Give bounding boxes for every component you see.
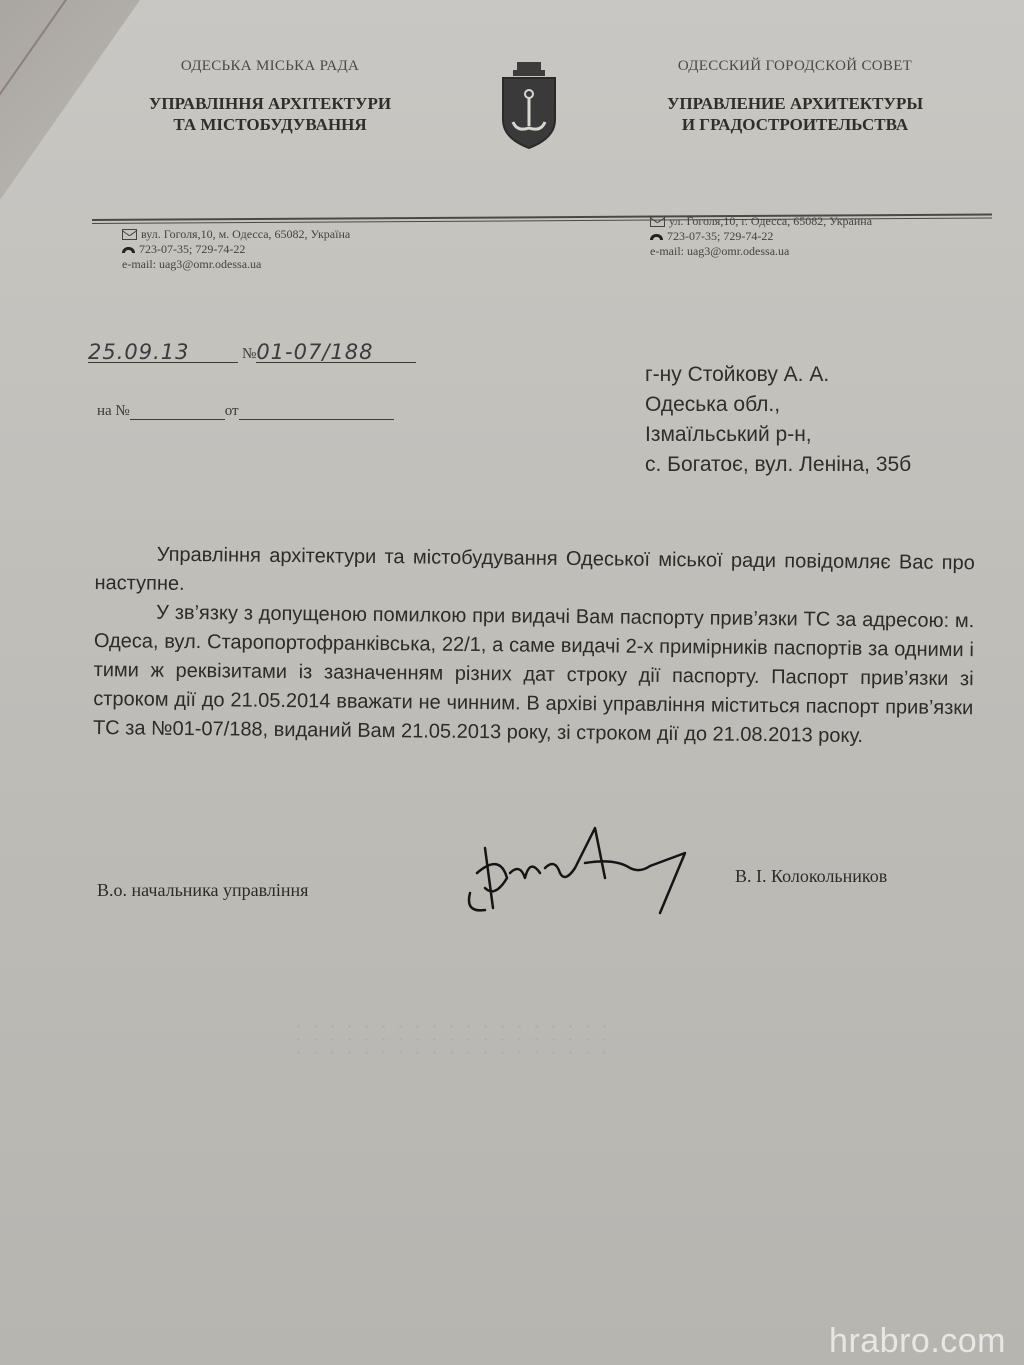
address: вул. Гоголя,10, м. Одесса, 65082, Україна [141,227,351,241]
addressee-region: Одеська обл., [645,393,781,416]
envelope-icon [122,229,137,240]
reply-reference [97,397,394,420]
department-line-1: УПРАВЛЕНИЕ АРХИТЕКТУРЫ [666,94,924,113]
handwritten-signature [455,818,715,918]
council-name-uk: ОДЕСЬКА МІСЬКА РАДА [180,58,360,74]
letter-body [93,540,975,752]
phone-icon [122,247,135,253]
addressee-street: с. Богатоє, вул. Леніна, 35б [645,453,912,476]
handwritten-number: 01-07/188 [256,340,374,364]
signatory-title: В.о. начальника управління [97,880,309,900]
date-field [88,340,238,363]
council-name-ru: ОДЕССКИЙ ГОРОДСКОЙ СОВЕТ [677,58,913,74]
phones: 723-07-35; 729-74-22 [139,242,246,256]
body-paragraph: У зв’язку з допущеною помилкою при видачі Вам паспорту прив’язки ТС за адресою: м. Одеса, вул. Старопортофранківська, 22/1, а саме видачі 2-х примірників паспортів за одними і тими ж реквізитами із зазначенням різних дат строку дії паспорту. Паспорт прив’язки зі строком дії до 21.05.2014 вважати не чинним. В архіві управління міститься паспорт прив’язки ТС за №01-07/188, виданий Вам 21.05.2013 року, зі строком дії до 21.08.2013 року. [92,601,975,748]
envelope-icon [650,216,665,227]
department-name-uk [110,93,430,135]
number-label: № [242,346,257,362]
handwritten-date: 25.09.13 [88,340,190,364]
letterhead-ukrainian [110,58,430,135]
reply-date-field [239,397,394,420]
department-line-2: И ГРАДОСТРОИТЕЛЬСТВА [681,115,909,134]
contact-block-uk [122,227,350,272]
contact-block-ru [650,214,872,259]
letterhead-russian [630,58,960,135]
watermark: hrabro.com [829,1322,1006,1360]
department-name-ru [630,93,960,135]
signatory-name: В. І. Колокольников [735,866,888,886]
odessa-coat-of-arms-icon [497,60,561,150]
department-line-1: УПРАВЛІННЯ АРХІТЕКТУРИ [148,94,392,113]
department-line-2: ТА МІСТОБУДУВАННЯ [173,115,367,134]
reply-number-label: на № [97,403,130,419]
reply-number-field [130,397,225,420]
email: e-mail: uag3@omr.odessa.ua [650,244,790,258]
address: ул. Гоголя,10, г. Одесса, 65082, Украина [669,214,873,228]
addressee-district: Ізмаїльський р-н, [645,423,812,446]
faint-print-marks [290,1020,610,1060]
number-field [256,340,416,363]
outgoing-reference [88,340,416,363]
phones: 723-07-35; 729-74-22 [667,229,774,243]
email: e-mail: uag3@omr.odessa.ua [122,257,262,271]
addressee-name: г-ну Стойкову А. А. [645,363,830,386]
from-label: от [224,403,239,419]
phone-icon [650,234,663,240]
body-paragraph: Управління архітектури та містобудування Одеської міської ради повідомляє Вас про наступне. [94,543,975,595]
addressee-block [645,360,911,480]
